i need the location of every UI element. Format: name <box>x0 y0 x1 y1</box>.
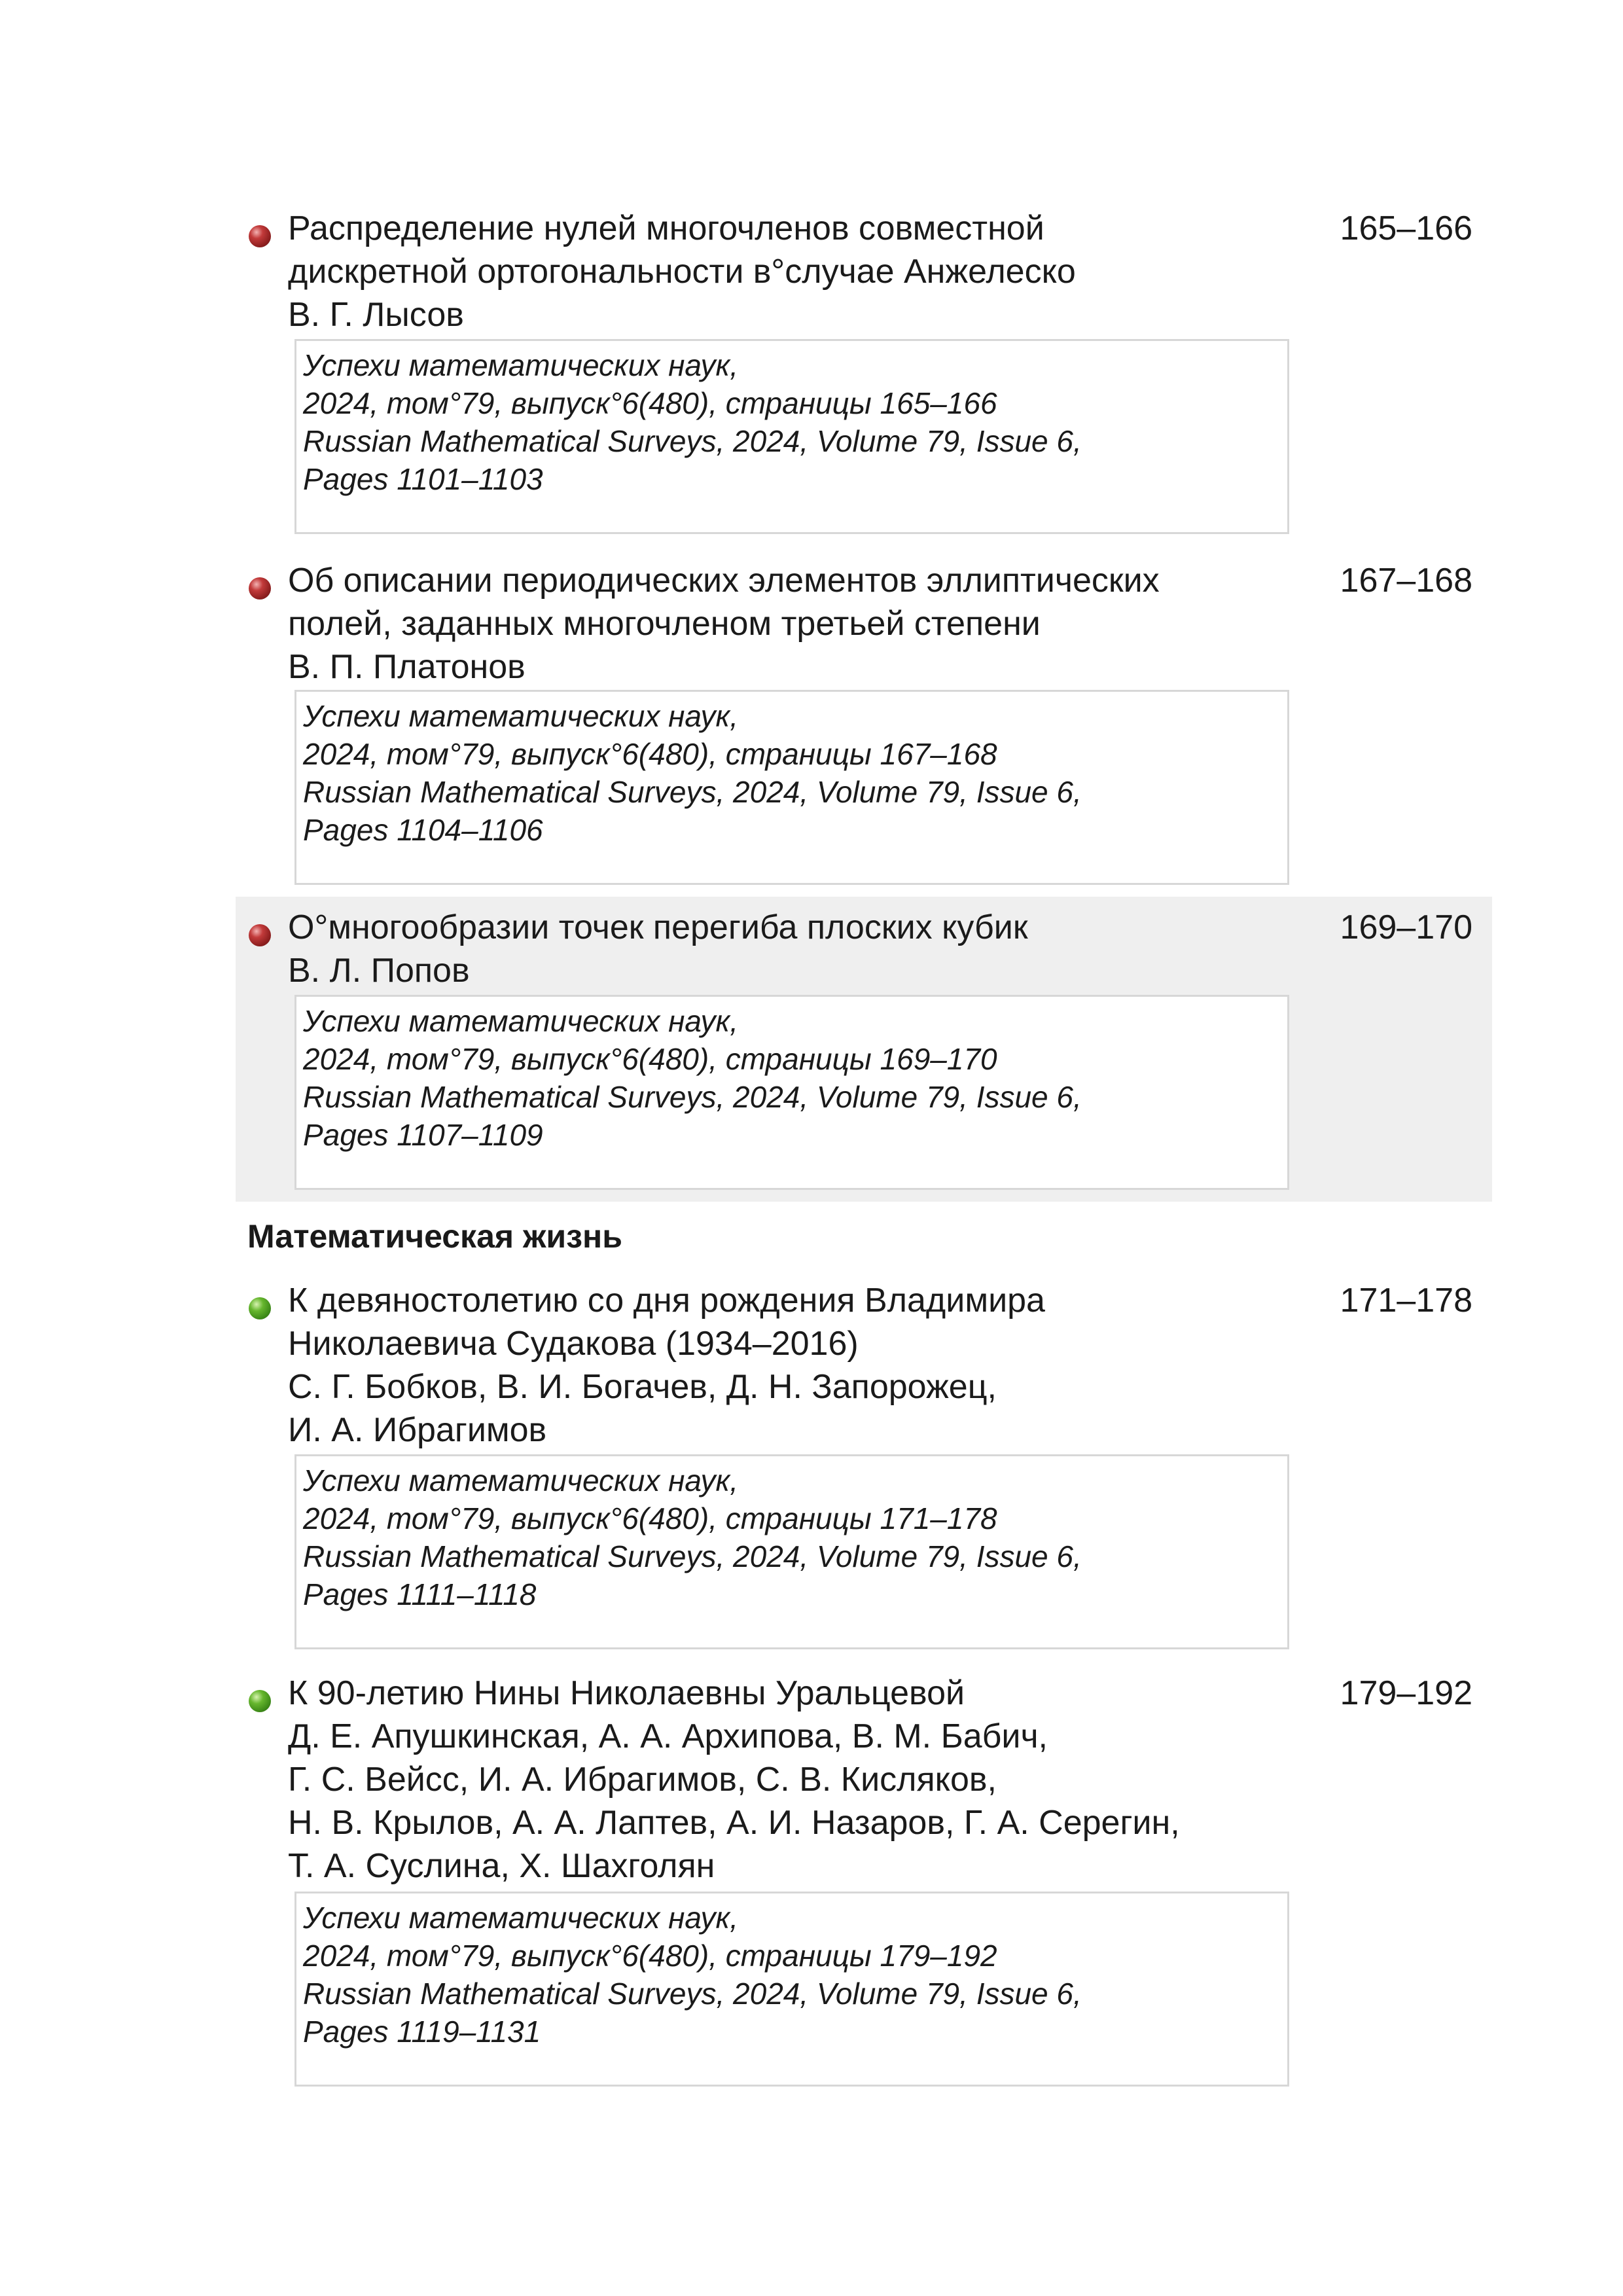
page-range: 165–166 <box>1340 209 1472 247</box>
citation-line: Russian Mathematical Surveys, 2024, Volume 79, Issue 6, <box>303 1977 1082 2011</box>
citation-line: Russian Mathematical Surveys, 2024, Volume 79, Issue 6, <box>303 1080 1082 1114</box>
red-bullet-icon <box>249 577 271 600</box>
citation-line: Russian Mathematical Surveys, 2024, Volume 79, Issue 6, <box>303 424 1082 458</box>
article-title-link[interactable]: Николаевича Судакова (1934–2016) <box>288 1325 859 1363</box>
citation-line: Russian Mathematical Surveys, 2024, Volume 79, Issue 6, <box>303 775 1082 809</box>
article-authors: В. П. Платонов <box>288 648 526 686</box>
page-range: 179–192 <box>1340 1674 1472 1712</box>
article-title-link[interactable]: О°многообразии точек перегиба плоских кубик <box>288 908 1028 946</box>
green-bullet-icon <box>249 1690 271 1712</box>
toc-entry-highlighted <box>236 897 1492 1202</box>
article-title-link[interactable]: полей, заданных многочленом третьей степени <box>288 605 1041 643</box>
page-range: 169–170 <box>1340 908 1472 946</box>
article-authors: В. Л. Попов <box>288 952 470 990</box>
article-title-link[interactable]: Об описании периодических элементов эллиптических <box>288 562 1160 600</box>
citation-line: Pages 1104–1106 <box>303 813 543 847</box>
citation-box <box>294 339 1289 534</box>
green-bullet-icon <box>249 1297 271 1319</box>
article-authors: С. Г. Бобков, В. И. Богачев, Д. Н. Запорожец, <box>288 1368 997 1406</box>
article-authors: Н. В. Крылов, А. А. Лаптев, А. И. Назаров, Г. А. Серегин, <box>288 1804 1180 1842</box>
article-title-link[interactable]: К 90-летию Нины Николаевны Уральцевой <box>288 1674 965 1712</box>
article-authors: Д. Е. Апушкинская, А. А. Архипова, В. М. Бабич, <box>288 1717 1048 1755</box>
article-authors: Т. А. Суслина, Х. Шахголян <box>288 1847 715 1885</box>
citation-box <box>294 690 1289 885</box>
citation-line: 2024, том°79, выпуск°6(480), страницы 165–166 <box>303 386 997 420</box>
citation-box <box>294 1892 1289 2087</box>
citation-line: Успехи математических наук, <box>303 348 738 382</box>
citation-box <box>294 1454 1289 1649</box>
citation-line: Успехи математических наук, <box>303 1463 738 1498</box>
page-range: 167–168 <box>1340 562 1472 600</box>
toc-entry <box>236 1270 1492 1649</box>
citation-line: Pages 1107–1109 <box>303 1118 543 1152</box>
toc-entry <box>236 204 1492 545</box>
toc-entry <box>236 556 1492 897</box>
citation-line: Успехи математических наук, <box>303 699 738 733</box>
citation-line: Успехи математических наук, <box>303 1901 738 1935</box>
citation-line: 2024, том°79, выпуск°6(480), страницы 171–178 <box>303 1501 997 1535</box>
citation-line: Pages 1111–1118 <box>303 1577 537 1611</box>
red-bullet-icon <box>249 924 271 946</box>
citation-line: Pages 1119–1131 <box>303 2015 541 2049</box>
article-title-link[interactable]: дискретной ортогональности в°случае Анжелеско <box>288 253 1076 291</box>
citation-box <box>294 995 1289 1190</box>
article-title-link[interactable]: К девяностолетию со дня рождения Владимира <box>288 1282 1045 1319</box>
citation-line: Russian Mathematical Surveys, 2024, Volume 79, Issue 6, <box>303 1539 1082 1573</box>
article-title-link[interactable]: Распределение нулей многочленов совместной <box>288 209 1044 247</box>
toc-entry <box>236 1662 1492 2094</box>
citation-line: Pages 1101–1103 <box>303 462 543 496</box>
page-range: 171–178 <box>1340 1282 1472 1319</box>
citation-line: 2024, том°79, выпуск°6(480), страницы 167–168 <box>303 737 997 771</box>
red-bullet-icon <box>249 225 271 247</box>
citation-line: 2024, том°79, выпуск°6(480), страницы 179–192 <box>303 1939 997 1973</box>
citation-line: 2024, том°79, выпуск°6(480), страницы 169–170 <box>303 1042 997 1076</box>
citation-line: Успехи математических наук, <box>303 1004 738 1038</box>
article-authors: В. Г. Лысов <box>288 296 464 334</box>
article-authors: Г. С. Вейсс, И. А. Ибрагимов, С. В. Кисляков, <box>288 1761 997 1799</box>
section-heading: Математическая жизнь <box>247 1218 622 1255</box>
article-authors: И. А. Ибрагимов <box>288 1411 547 1449</box>
